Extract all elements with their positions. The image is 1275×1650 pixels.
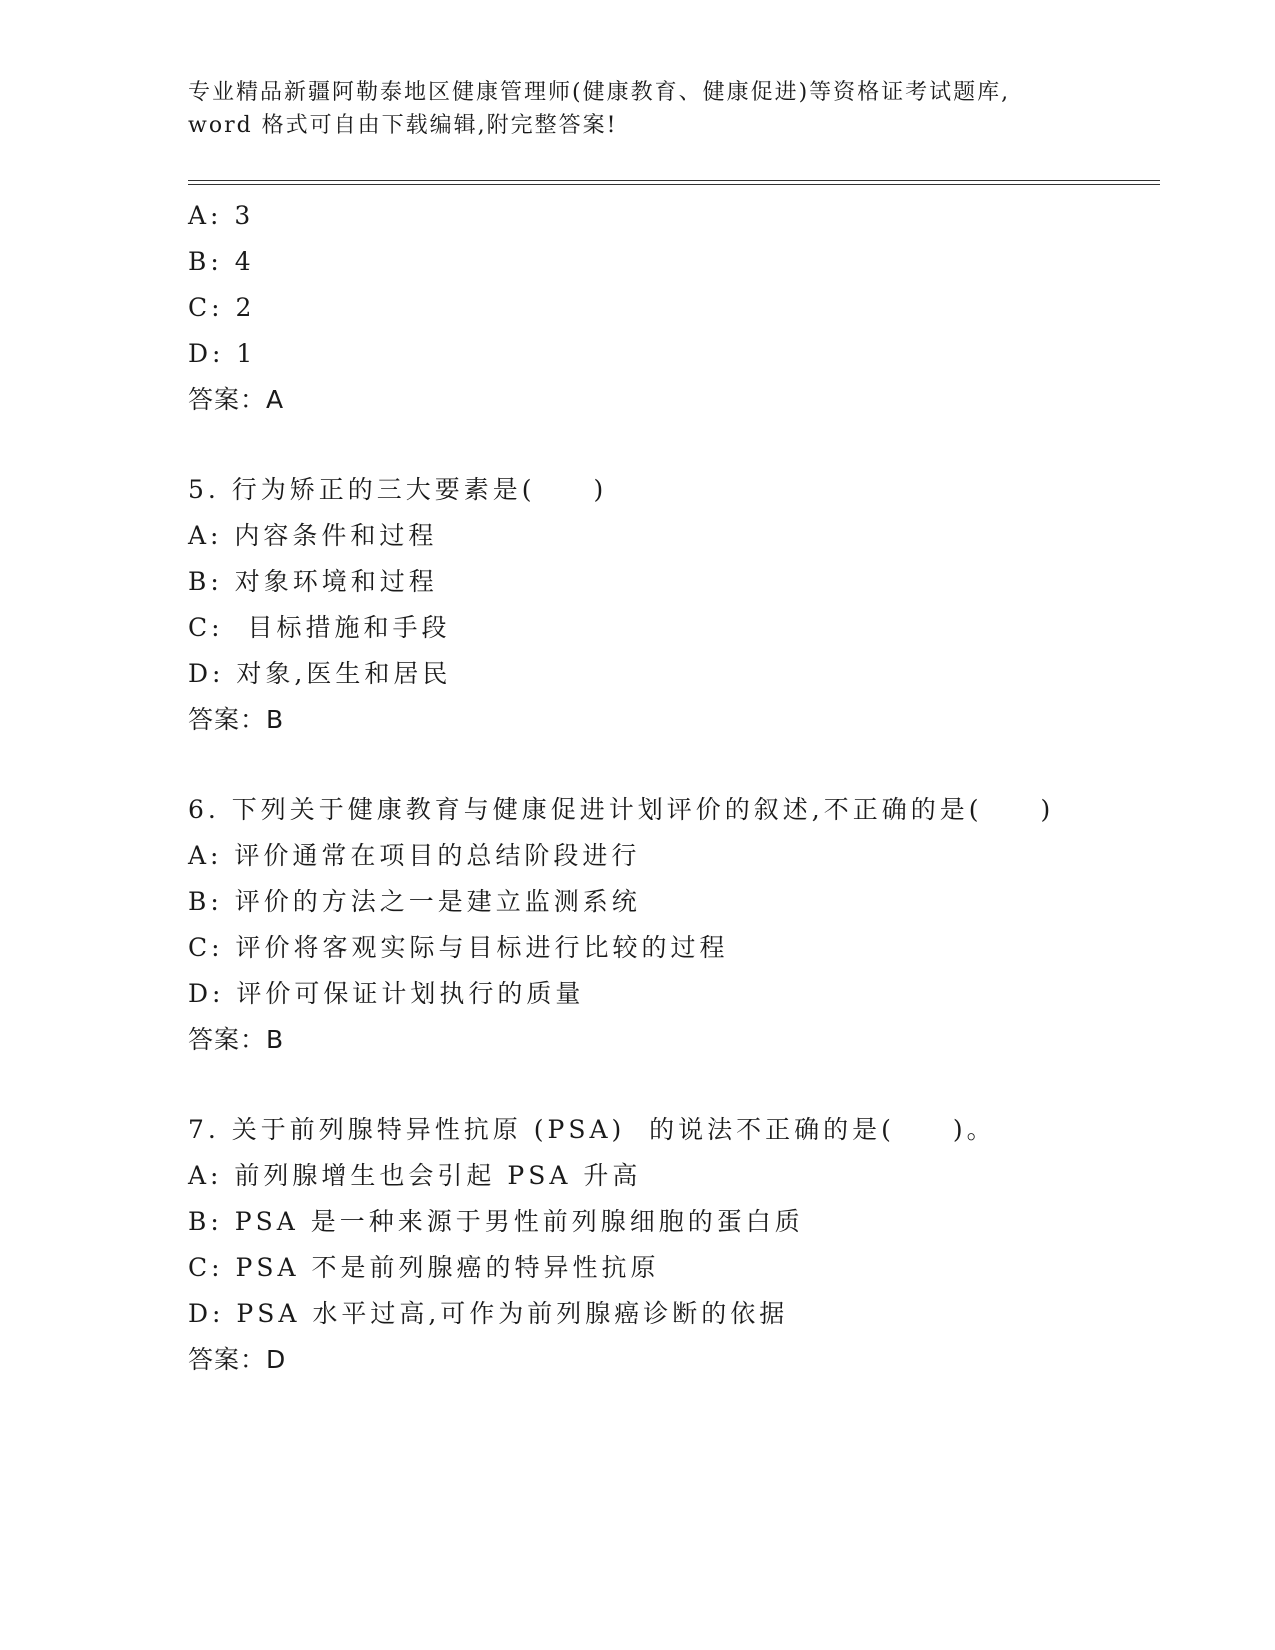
option-a: A: 前列腺增生也会引起 PSA 升高 — [188, 1161, 642, 1190]
header-divider — [188, 180, 1160, 181]
answer: 答案：D — [188, 1345, 287, 1374]
question-block-5 — [188, 467, 1148, 743]
option-c: C: 2 — [188, 293, 256, 322]
option-c: C: 目标措施和手段 — [188, 613, 451, 642]
option-c: C: 评价将客观实际与目标进行比较的过程 — [188, 933, 729, 962]
question-list — [188, 193, 1148, 1383]
header-line-2: word 格式可自由下载编辑,附完整答案! — [188, 113, 618, 138]
question-text: 5. 行为矫正的三大要素是( ) — [188, 475, 608, 504]
question-block-7 — [188, 1107, 1148, 1383]
option-d: D: 对象,医生和居民 — [188, 659, 452, 688]
answer: 答案：B — [188, 1025, 285, 1054]
header-line-1: 专业精品新疆阿勒泰地区健康管理师(健康教育、健康促进)等资格证考试题库, — [188, 80, 1011, 105]
option-a: A: 评价通常在项目的总结阶段进行 — [188, 841, 641, 870]
option-b: B: 对象环境和过程 — [188, 567, 438, 596]
option-c: C: PSA 不是前列腺癌的特异性抗原 — [188, 1253, 660, 1282]
option-b: B: 评价的方法之一是建立监测系统 — [188, 887, 641, 916]
option-a: A: 3 — [188, 201, 255, 230]
answer: 答案：B — [188, 705, 285, 734]
option-b: B: 4 — [188, 247, 255, 276]
option-b: B: PSA 是一种来源于男性前列腺细胞的蛋白质 — [188, 1207, 804, 1236]
document-header — [188, 76, 1088, 142]
question-block-4 — [188, 193, 1148, 423]
question-block-6 — [188, 787, 1148, 1063]
option-d: D: 评价可保证计划执行的质量 — [188, 979, 585, 1008]
header-divider-secondary — [188, 184, 1160, 185]
question-text: 6. 下列关于健康教育与健康促进计划评价的叙述,不正确的是( ) — [188, 795, 1055, 824]
option-d: D: PSA 水平过高,可作为前列腺癌诊断的依据 — [188, 1299, 789, 1328]
question-text: 7. 关于前列腺特异性抗原 (PSA) 的说法不正确的是( )。 — [188, 1115, 996, 1144]
answer: 答案：A — [188, 385, 285, 414]
option-a: A: 内容条件和过程 — [188, 521, 438, 550]
option-d: D: 1 — [188, 339, 257, 368]
